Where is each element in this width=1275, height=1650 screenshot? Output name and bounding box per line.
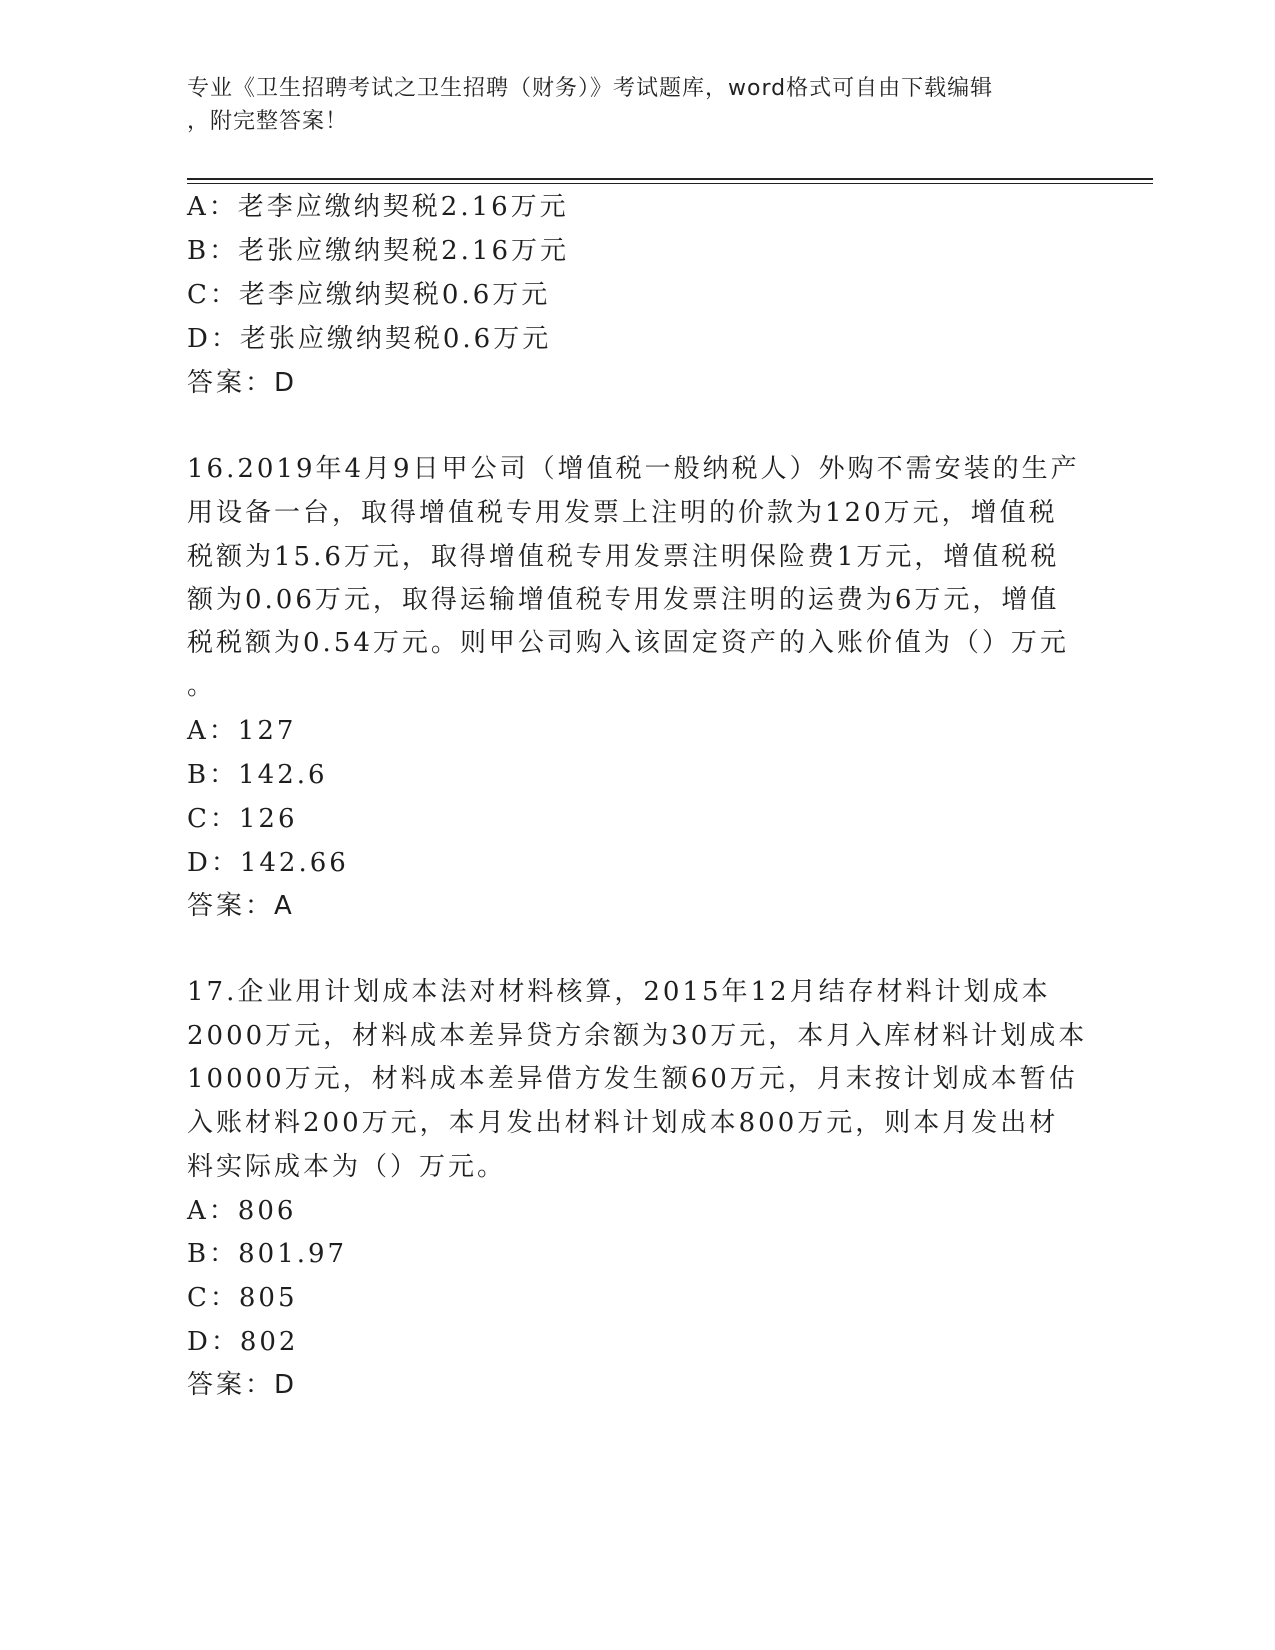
q16-option-c: C：126 [187,804,298,834]
q15-option-d: D：老张应缴纳契税0.6万元 [187,324,552,354]
q16-stem-line-3: 税额为15.6万元，取得增值税专用发票注明保险费1万元，增值税税 [187,542,1060,572]
q17-option-d: D：802 [187,1327,299,1357]
q17-stem-line-3: 10000万元，材料成本差异借方发生额60万元，月末按计划成本暂估 [187,1064,1078,1094]
header-divider [187,178,1153,180]
document-header [187,72,1087,138]
header-divider-thin [187,183,1153,184]
q16-stem-line-1: 16.2019年4月9日甲公司（增值税一般纳税人）外购不需安装的生产 [187,454,1080,484]
q16-stem-line-4: 额为0.06万元，取得运输增值税专用发票注明的运费为6万元，增值 [187,585,1060,615]
q17-stem-line-5: 料实际成本为（）万元。 [187,1152,507,1182]
q16-option-d: D：142.66 [187,848,349,878]
q17-answer: 答案：D [187,1370,298,1400]
header-line-1: 专业《卫生招聘考试之卫生招聘（财务）》考试题库，word格式可自由下载编辑 [187,76,994,101]
q15-option-a: A：老李应缴纳契税2.16万元 [187,192,569,222]
q16-answer: 答案：A [187,891,295,921]
q16-stem-line-5: 税税额为0.54万元。则甲公司购入该固定资产的入账价值为（）万元 [187,628,1069,658]
q17-stem-line-4: 入账材料200万元，本月发出材料计划成本800万元，则本月发出材 [187,1108,1059,1138]
q16-option-a: A：127 [187,716,297,746]
q17-option-c: C：805 [187,1283,298,1313]
header-line-2: ，附完整答案！ [187,109,349,134]
q15-answer: 答案：D [187,368,298,398]
q16-stem-line-2: 用设备一台，取得增值税专用发票上注明的价款为120万元，增值税 [187,498,1058,528]
q15-option-b: B：老张应缴纳契税2.16万元 [187,236,569,266]
q17-stem-line-1: 17.企业用计划成本法对材料核算，2015年12月结存材料计划成本 [187,977,1051,1007]
q16-stem-line-6: 。 [187,671,217,701]
q17-stem-line-2: 2000万元，材料成本差异贷方余额为30万元，本月入库材料计划成本 [187,1021,1088,1051]
q17-option-a: A：806 [187,1196,297,1226]
q15-option-c: C：老李应缴纳契税0.6万元 [187,280,551,310]
q16-option-b: B：142.6 [187,760,328,790]
q17-option-b: B：801.97 [187,1239,348,1269]
